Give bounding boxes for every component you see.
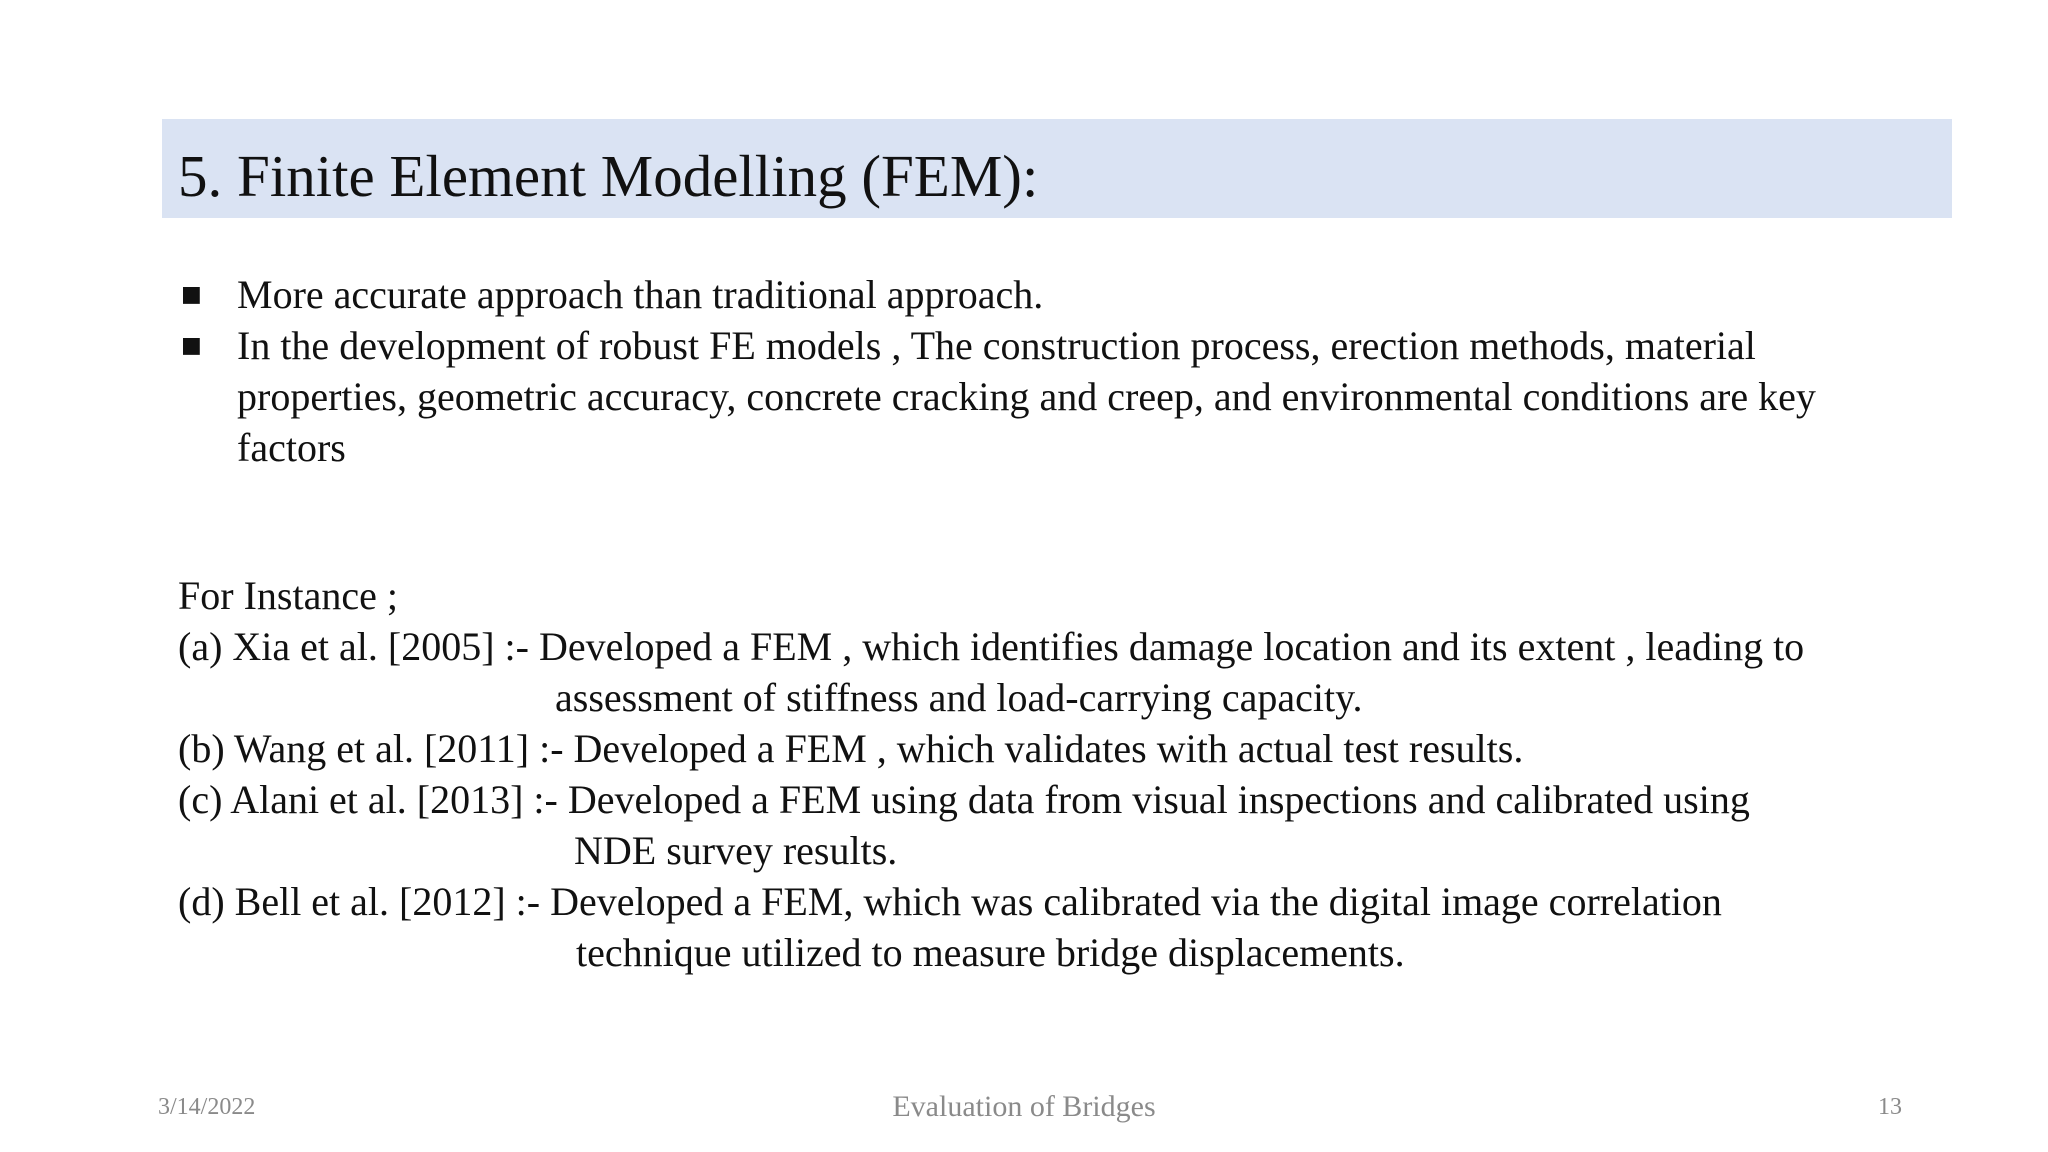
instances-section xyxy=(178,570,1978,978)
bullet-text: In the development of robust FE models , The construction process, erection methods, material properties, geometric accuracy, concrete cracking and creep, and environmental conditions are key factors xyxy=(237,323,1816,470)
bullet-list xyxy=(178,269,1918,473)
bullet-text: More accurate approach than traditional approach. xyxy=(237,272,1044,317)
reference-item xyxy=(178,876,1978,927)
square-bullet-icon: ■ xyxy=(181,282,202,307)
reference-item xyxy=(178,774,1978,825)
reference-text: Developed a FEM using data from visual inspections and calibrated using xyxy=(567,777,1750,822)
reference-citation: (d) Bell et al. [2012] :- xyxy=(178,879,551,924)
footer-title: Evaluation of Bridges xyxy=(892,1090,1156,1123)
bullet-item xyxy=(178,320,1918,473)
bullet-item xyxy=(178,269,1918,320)
instances-heading: For Instance ; xyxy=(178,573,398,618)
footer-date: 3/14/2022 xyxy=(158,1094,256,1120)
reference-citation: (a) Xia et al. [2005] :- xyxy=(178,624,539,669)
reference-citation: (c) Alani et al. [2013] :- xyxy=(178,777,568,822)
reference-item xyxy=(178,621,1978,672)
reference-continuation: assessment of stiffness and load-carrying capacity. xyxy=(555,675,1363,720)
reference-citation: (b) Wang et al. [2011] :- xyxy=(178,726,574,771)
reference-item xyxy=(178,723,1978,774)
page-number: 13 xyxy=(1878,1094,1902,1120)
reference-continuation: technique utilized to measure bridge displacements. xyxy=(576,930,1405,975)
reference-text: Developed a FEM , which validates with actual test results. xyxy=(573,726,1524,771)
reference-text: Developed a FEM, which was calibrated via the digital image correlation xyxy=(550,879,1722,924)
reference-text: Developed a FEM , which identifies damage location and its extent , leading to xyxy=(538,624,1805,669)
slide-title: 5. Finite Element Modelling (FEM): xyxy=(178,143,1039,209)
reference-continuation: NDE survey results. xyxy=(574,828,898,873)
square-bullet-icon: ■ xyxy=(181,333,202,358)
